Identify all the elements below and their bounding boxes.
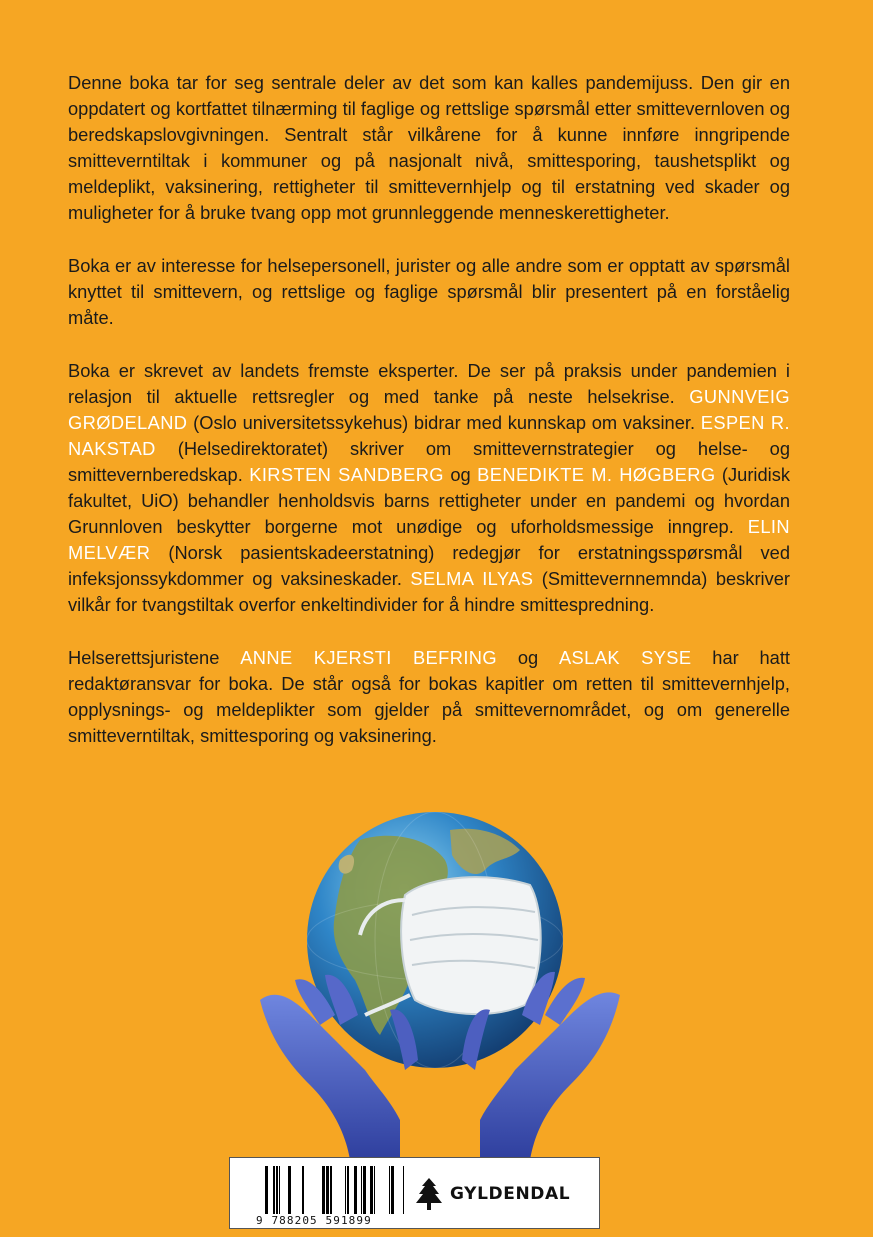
paragraph-4 — [68, 645, 790, 749]
publisher-name: GYLDENDAL — [450, 1184, 571, 1204]
body-text: (Smittevernnemnda) beskriver vilkår for tvangstiltak overfor enkeltindivider for å hindre smittespredning. — [68, 568, 790, 615]
body-text: (Norsk pasientskadeerstatning) redegjør for erstatningsspørsmål ved infeksjonssykdommer og vaksineskader. — [68, 542, 790, 589]
body-text: Boka er skrevet av landets fremste eksperter. De ser på praksis under pandemien i relasjon til aktuelle rettsregler og med tanke på neste helsekrise. — [68, 360, 790, 407]
globe-with-mask-in-gloved-hands-icon — [240, 800, 640, 1160]
body-text: har hatt redaktøransvar for boka. De står også for bokas kapitler om retten til smittevernhjelp, opplysnings- og meldeplikter som gjelder på smittevernområdet, og om generelle smitteverntiltak, smittesporing og vaksinering. — [68, 647, 790, 746]
fir-tree-icon — [416, 1178, 442, 1210]
author-name: ASLAK SYSE — [558, 647, 692, 668]
body-text: (Oslo universitetssykehus) bidrar med kunnskap om vaksiner. — [187, 412, 701, 433]
body-text: og — [443, 464, 478, 485]
author-name: GUNNVEIG GRØDELAND — [68, 386, 790, 433]
author-name: ELIN MELVÆR — [68, 516, 790, 563]
author-name: KIRSTEN SANDBERG — [249, 464, 444, 485]
body-text: Helserettsjuristene — [68, 647, 241, 668]
isbn-number: 9 788205 591899 — [256, 1214, 372, 1227]
publisher-logo — [416, 1178, 570, 1210]
paragraph-2 — [68, 253, 790, 331]
body-text: og — [497, 647, 559, 668]
body-text: (Juridisk fakultet, UiO) behandler henholdsvis barns rettigheter under en pandemi og hvordan Grunnloven beskytter borgerne mot unødige og uforholdsmessige inngrep. — [68, 464, 790, 537]
barcode-icon — [260, 1166, 410, 1216]
body-text: (Helsedirektoratet) skriver om smittevernstrategier og helse- og smittevernberedskap. — [68, 438, 790, 485]
paragraph-1 — [68, 70, 790, 226]
author-name: BENEDIKTE M. HØGBERG — [477, 464, 716, 485]
author-name: SELMA ILYAS — [410, 568, 534, 589]
body-text: Denne boka tar for seg sentrale deler av det som kan kalles pandemijuss. Den gir en oppdatert og kortfattet tilnærming til faglige og rettslige spørsmål etter smittevernloven og beredskapslovgivningen. Sentralt står vilkårene for å kunne innføre inngripende smitteverntiltak i kommuner og på nasjonalt nivå, smittesporing, taushetsplikt og meldeplikt, vaksinering, rettigheter til smittevernhjelp og til erstatning ved skader og muligheter for å bruke tvang opp mot grunnleggende menneskerettigheter. — [68, 72, 790, 223]
author-name: ESPEN R. NAKSTAD — [68, 412, 790, 459]
body-text: Boka er av interesse for helsepersonell, jurister og alle andre som er opptatt av spørsmål knyttet til smittevern, og rettslige og faglige spørsmål blir presentert på en forståelig måte. — [68, 255, 790, 328]
barcode-panel — [229, 1157, 600, 1229]
paragraph-3 — [68, 358, 790, 618]
back-cover-text — [68, 70, 790, 776]
author-name: ANNE KJERSTI BEFRING — [240, 647, 498, 668]
